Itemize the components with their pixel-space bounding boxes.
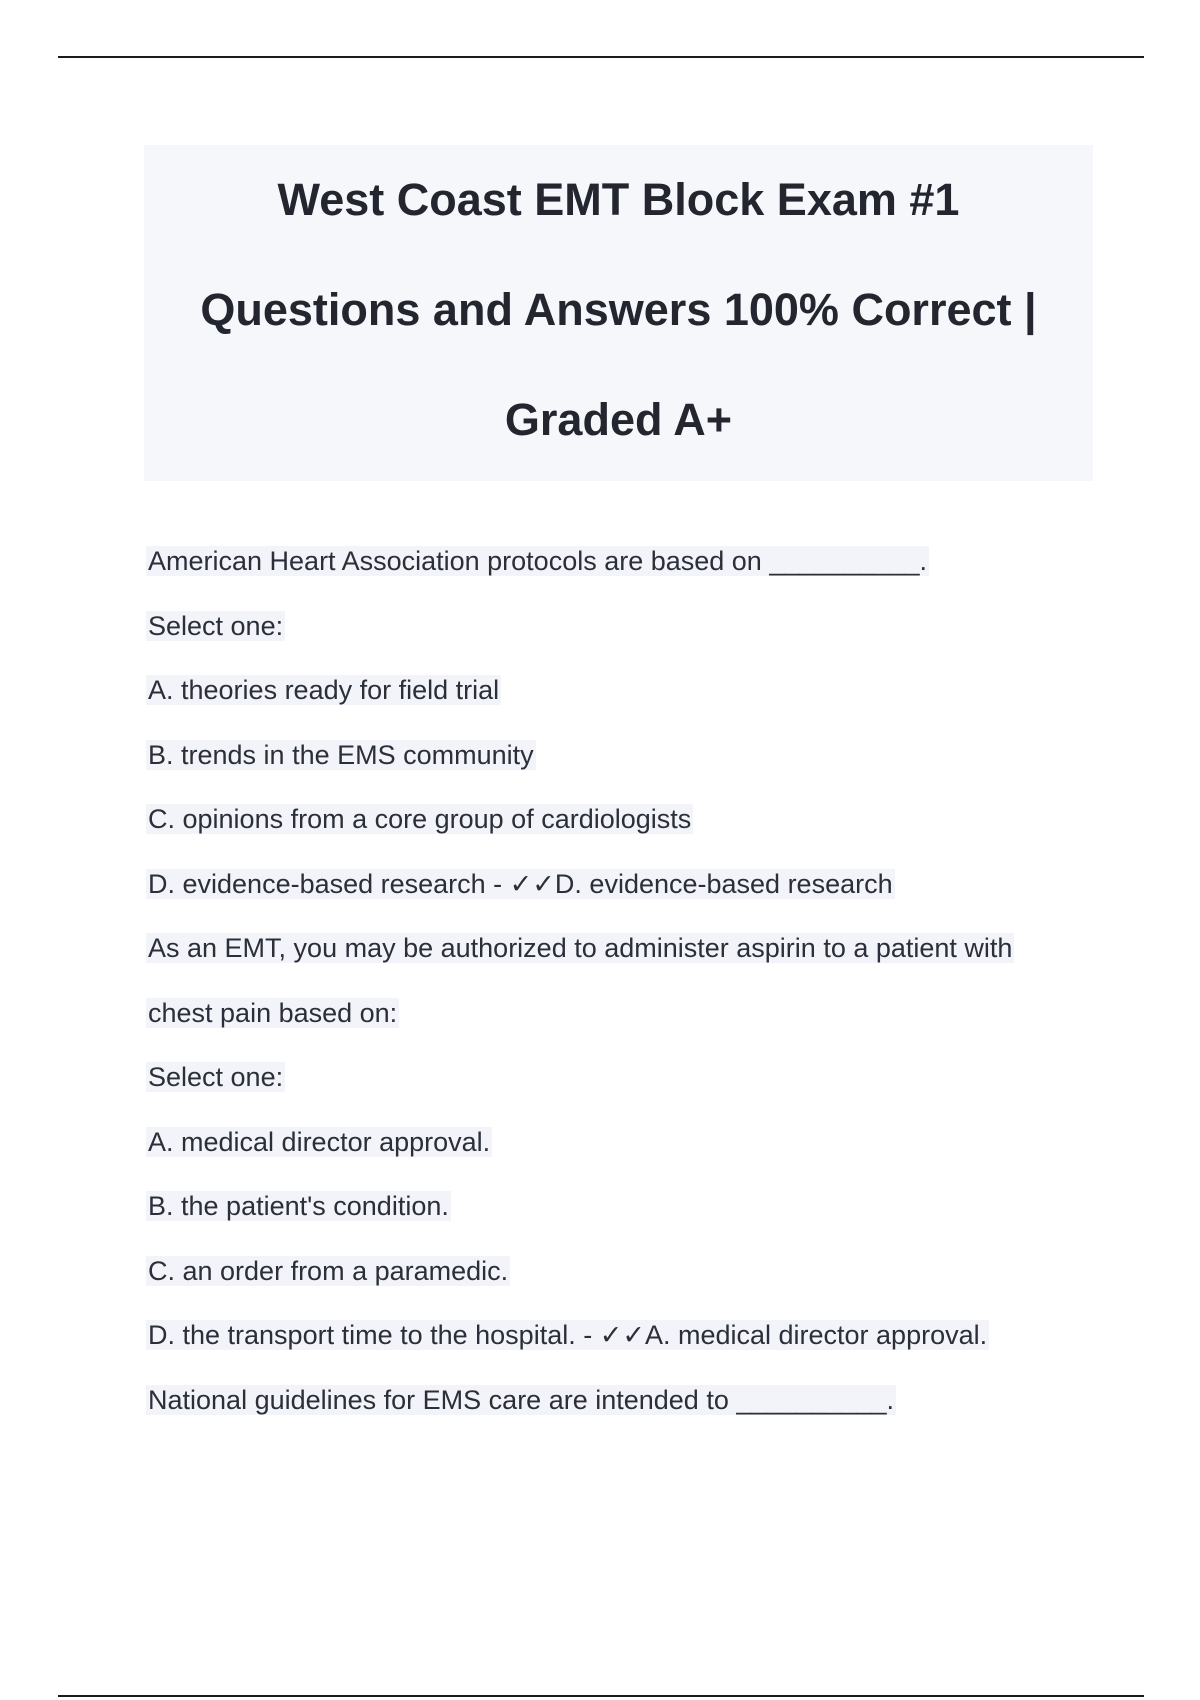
question-1-prompt: American Heart Association protocols are based on __________. bbox=[148, 546, 927, 576]
bottom-rule bbox=[58, 1695, 1144, 1697]
top-rule bbox=[58, 56, 1144, 58]
title-line-2: Questions and Answers 100% Correct | bbox=[200, 284, 1037, 335]
title-block bbox=[144, 145, 1093, 481]
question-3-prompt: National guidelines for EMS care are intended to __________. bbox=[148, 1384, 895, 1415]
question-2-prompt-line-2: chest pain based on: bbox=[148, 997, 398, 1028]
question-2-option-c: C. an order from a paramedic. bbox=[148, 1255, 509, 1286]
question-1-option-a: A. theories ready for field trial bbox=[148, 675, 500, 705]
question-1-option-c: C. opinions from a core group of cardiologists bbox=[148, 804, 692, 834]
question-2-select-label: Select one: bbox=[148, 1062, 284, 1092]
question-2-answer: D. the transport time to the hospital. - ✓✓A. medical director approval. bbox=[148, 1320, 988, 1350]
question-1-option-b: B. trends in the EMS community bbox=[148, 739, 534, 770]
title-line-1: West Coast EMT Block Exam #1 bbox=[277, 174, 960, 225]
question-1-select-label: Select one: bbox=[148, 610, 284, 641]
question-1-answer: D. evidence-based research - ✓✓D. evidence-based research bbox=[148, 868, 893, 899]
question-2-option-a: A. medical director approval. bbox=[148, 1126, 491, 1157]
questions-body bbox=[146, 535, 1106, 1438]
question-2-prompt-line-1: As an EMT, you may be authorized to administer aspirin to a patient with bbox=[148, 933, 1013, 963]
title-line-3: Graded A+ bbox=[504, 394, 733, 445]
question-2-option-b: B. the patient's condition. bbox=[148, 1191, 449, 1221]
